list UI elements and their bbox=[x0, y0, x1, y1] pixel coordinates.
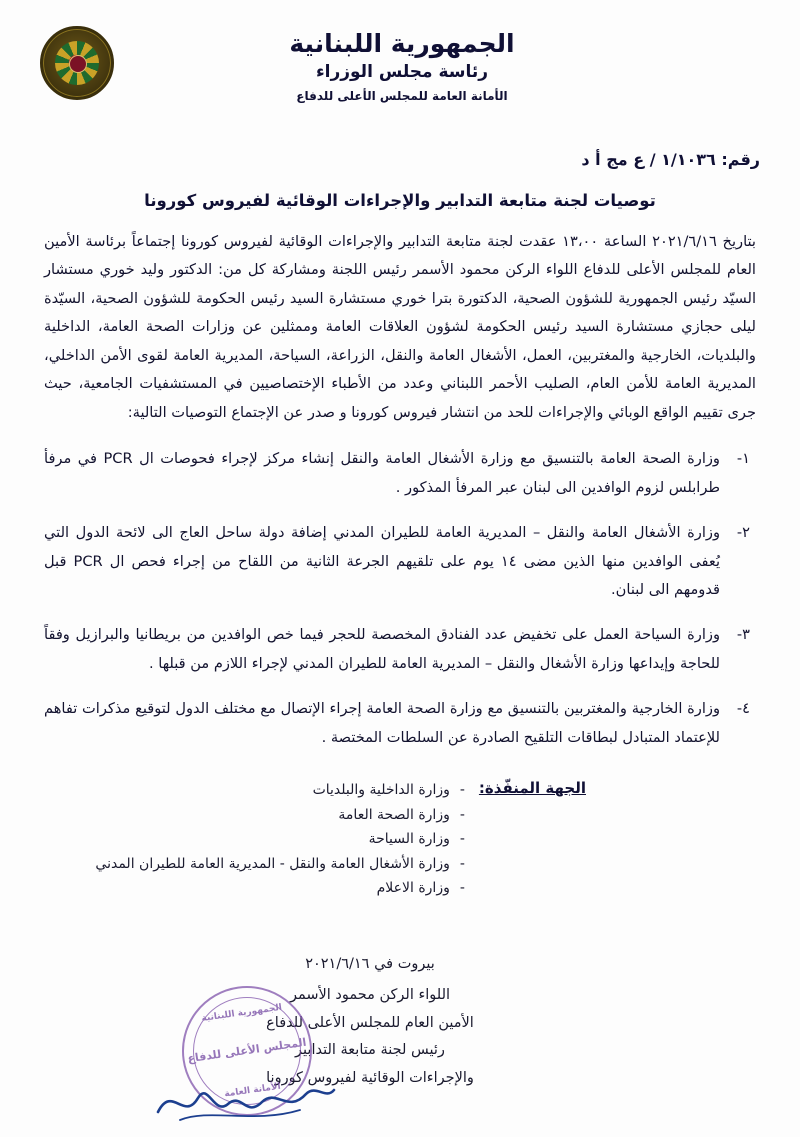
list-item bbox=[44, 876, 465, 901]
lebanon-cedar-emblem-icon bbox=[40, 26, 114, 100]
document-header bbox=[0, 0, 800, 108]
signatory-title-1: الأمين العام للمجلس الأعلى للدفاع bbox=[266, 1014, 474, 1031]
list-item bbox=[44, 621, 756, 678]
list-item-number: ٤- bbox=[736, 700, 750, 718]
signature-date: بيروت في ٢٠٢١/٦/١٦ bbox=[305, 955, 435, 972]
stamp-bottom-text: الأمانة العامة bbox=[223, 1081, 282, 1100]
list-item bbox=[44, 445, 756, 502]
signatory-title-2: رئيس لجنة متابعة التدابير bbox=[295, 1042, 445, 1059]
executing-bodies-label: الجهة المنفّذة: bbox=[478, 779, 586, 798]
stamp-mid-text: المجلس الأعلى للدفاع bbox=[186, 1035, 308, 1066]
list-item-number: ٣- bbox=[736, 626, 750, 644]
list-item bbox=[44, 778, 465, 803]
signature-lines bbox=[0, 982, 740, 1092]
list-item-text: وزارة الخارجية والمغتربين بالتنسيق مع وزارة الصحة العامة إجراء الإتصال مع مختلف الدول لتوقيع مذكرات تفاهم للإعتماد المتبادل لبطاقات التلقيح الصادرة عن السلطات المختصة . bbox=[44, 700, 720, 746]
secretariat-title: الأمانة العامة للمجلس الأعلى للدفاع bbox=[296, 89, 508, 104]
list-item bbox=[44, 519, 756, 604]
signatory-name: اللواء الركن محمود الأسمر bbox=[289, 987, 451, 1004]
executing-body-name: وزارة السياحة bbox=[368, 831, 450, 848]
intro-paragraph: بتاريخ ٢٠٢١/٦/١٦ الساعة ١٣،٠٠ عقدت لجنة متابعة التدابير والإجراءات الوقائية لفيروس كورونا إجتماعاً برئاسة الأمين العام للمجلس الأعلى للدفاع اللواء الركن محمود الأسمر رئيس اللجنة ومشاركة كل من: الدكتور وليد خوري مستشار السيّد رئيس الجمهورية للشؤون الصحية، الدكتورة بترا خوري مستشارة السيد رئيس الحكومة للشؤون الصحية، السيّدة ليلى حجازي مستشارة السيد رئيس الحكومة لشؤون العلاقات العامة وممثلين عن وزارات الصحة العامة، الداخلية والبلديات، الخارجية والمغتربين، العمل، الأشغال العامة والنقل، الزراعة، السياحة، المديرية العامة لقوى الأمن الداخلي، المديرية العامة للأمن العام، الصليب الأحمر اللبناني وعدد من الأطباء الإختصاصيين في المستشفيات الجامعية، حيث جرى تقييم الواقع الوبائي والإجراءات للحد من انتشار فيروس كورونا و صدر عن الإجتماع التوصيات التالية: bbox=[44, 233, 756, 421]
bullet-dash: - bbox=[459, 855, 465, 872]
bullet-dash: - bbox=[459, 782, 465, 799]
list-item-number: ٢- bbox=[736, 524, 750, 542]
reference-number: رقم: ١/١٠٣٦ / ع مج أ د bbox=[581, 150, 760, 170]
list-item-text: وزارة الأشغال العامة والنقل – المديرية العامة للطيران المدني إضافة دولة ساحل العاج الى لائحة الدول التي يُعفى الوافدين منها الذين مضى ١٤ يوم على تلقيهم الجرعة الثانية من اللقاح من إجراء فحص ال PCR قبل قدومهم الى لبنان. bbox=[44, 524, 721, 599]
executing-body-name: وزارة الاعلام bbox=[376, 880, 450, 897]
republic-title: الجمهورية اللبنانية bbox=[289, 29, 515, 58]
bullet-dash: - bbox=[459, 831, 465, 848]
page-title: توصيات لجنة متابعة التدابير والإجراءات الوقائية لفيروس كورونا bbox=[144, 191, 656, 211]
executing-bodies-list bbox=[44, 778, 465, 901]
bullet-dash: - bbox=[459, 806, 465, 823]
list-item bbox=[44, 803, 465, 828]
executing-bodies-block bbox=[44, 778, 756, 901]
list-item-text: وزارة الصحة العامة بالتنسيق مع وزارة الأشغال العامة والنقل إنشاء مركز لإجراء فحوصات ال PCR في مرفأ طرابلس لزوم الوافدين الى لبنان عبر المرفأ المذكور . bbox=[44, 450, 720, 496]
recommendations-list bbox=[44, 445, 756, 752]
executing-body-name: وزارة الداخلية والبلديات bbox=[312, 782, 450, 799]
list-item-text: وزارة السياحة العمل على تخفيض عدد الفنادق المخصصة للحجر فيما خص الوافدين من بريطانيا والبرازيل وفقاً للحاجة وإيداعها وزارة الأشغال والنقل – المديرية العامة للطيران المدني لإجراء اللازم من قبلها . bbox=[44, 626, 720, 672]
signature-block bbox=[0, 951, 800, 1093]
document-body bbox=[44, 228, 756, 752]
signatory-title-3: والإجراءات الوقائية لفيروس كورونا bbox=[266, 1069, 474, 1086]
executing-body-name: وزارة الأشغال العامة والنقل - المديرية العامة للطيران المدني bbox=[95, 855, 450, 872]
list-item-number: ١- bbox=[736, 450, 750, 468]
bullet-dash: - bbox=[459, 880, 465, 897]
list-item bbox=[44, 852, 465, 877]
stamp-top-text: الجمهورية اللبنانية bbox=[200, 1002, 283, 1024]
list-item bbox=[44, 827, 465, 852]
council-of-ministers-title: رئاسة مجلس الوزراء bbox=[315, 62, 489, 83]
list-item bbox=[44, 695, 756, 752]
executing-body-name: وزارة الصحة العامة bbox=[338, 806, 450, 823]
header-titles bbox=[134, 22, 760, 108]
